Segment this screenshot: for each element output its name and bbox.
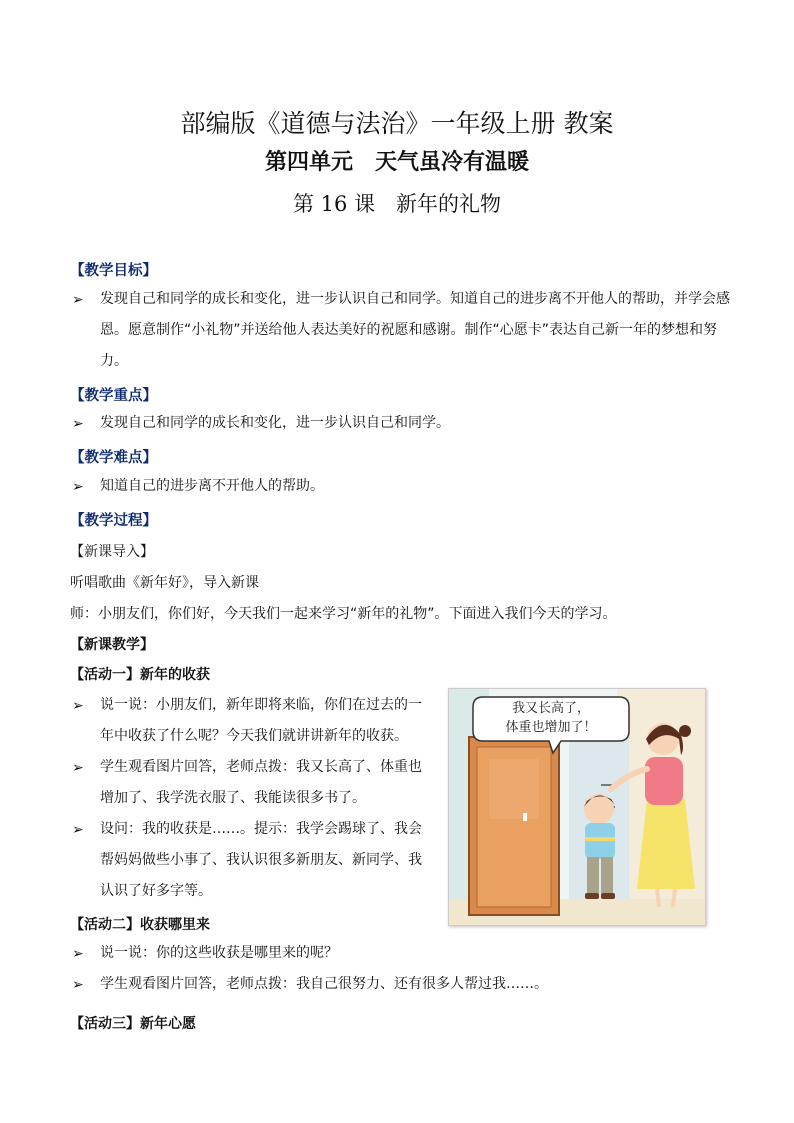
- activity1-item: 说一说：小朋友们，新年即将来临，你们在过去的一年中收获了什么呢？今天我们就讲讲新年的收获。: [100, 697, 422, 744]
- goals-item: 发现自己和同学的成长和变化，进一步认识自己和同学。知道自己的进步离不开他人的帮助，并学会感恩。愿意制作“小礼物”并送给他人表达美好的祝愿和感谢。制作“心愿卡”表达自己新一年的梦想和努力。: [100, 291, 730, 369]
- document-title: 部编版《道德与法治》一年级上册 教案: [180, 109, 614, 138]
- speech-bubble-line: 我又长高了，: [511, 701, 590, 716]
- bullet-icon: ➢: [72, 760, 84, 776]
- bullet-icon: ➢: [72, 822, 84, 838]
- activity2-item: 说一说：你的这些收获是哪里来的呢？: [100, 945, 338, 961]
- bullet-icon: ➢: [72, 416, 84, 432]
- speech-bubble-text: [475, 699, 627, 737]
- intro-heading: 【新课导入】: [70, 544, 154, 560]
- goals-heading: 【教学目标】: [70, 263, 157, 279]
- activity2-item: 学生观看图片回答，老师点拨：我自己很努力、还有很多人帮过我……。: [100, 976, 548, 992]
- unit-title: 第四单元 天气虽冷有温暖: [264, 149, 529, 175]
- bullet-icon: ➢: [72, 292, 84, 308]
- bullet-icon: ➢: [72, 698, 84, 714]
- intro-line: 师：小朋友们，你们好，今天我们一起来学习“新年的礼物”。下面进入我们今天的学习。: [70, 606, 617, 622]
- speech-bubble-line: 体重也增加了！: [505, 720, 597, 735]
- key-points-heading: 【教学重点】: [70, 388, 157, 404]
- activity3-heading: 【活动三】新年心愿: [70, 1016, 196, 1032]
- key-points-item: 发现自己和同学的成长和变化，进一步认识自己和同学。: [100, 415, 450, 431]
- activity1-item: 设问：我的收获是……。提示：我学会踢球了、我会帮妈妈做些小事了、我认识很多新朋友、新同学、我认识了好多字等。: [100, 821, 422, 899]
- bullet-icon: ➢: [72, 479, 84, 495]
- difficulties-item: 知道自己的进步离不开他人的帮助。: [100, 478, 324, 494]
- teaching-heading: 【新课教学】: [70, 637, 154, 653]
- intro-line: 听唱歌曲《新年好》，导入新课: [70, 575, 259, 591]
- bullet-icon: ➢: [72, 977, 84, 993]
- activity1-heading: 【活动一】新年的收获: [70, 667, 210, 683]
- process-heading: 【教学过程】: [70, 513, 157, 529]
- difficulties-heading: 【教学难点】: [70, 450, 157, 466]
- bullet-icon: ➢: [72, 946, 84, 962]
- activity1-item: 学生观看图片回答，老师点拨：我又长高了、体重也增加了、我学洗衣服了、我能读很多书了。: [100, 759, 422, 806]
- lesson-title: 第 16 课 新年的礼物: [292, 192, 502, 216]
- activity2-heading: 【活动二】收获哪里来: [70, 917, 210, 933]
- growth-illustration: [448, 688, 706, 926]
